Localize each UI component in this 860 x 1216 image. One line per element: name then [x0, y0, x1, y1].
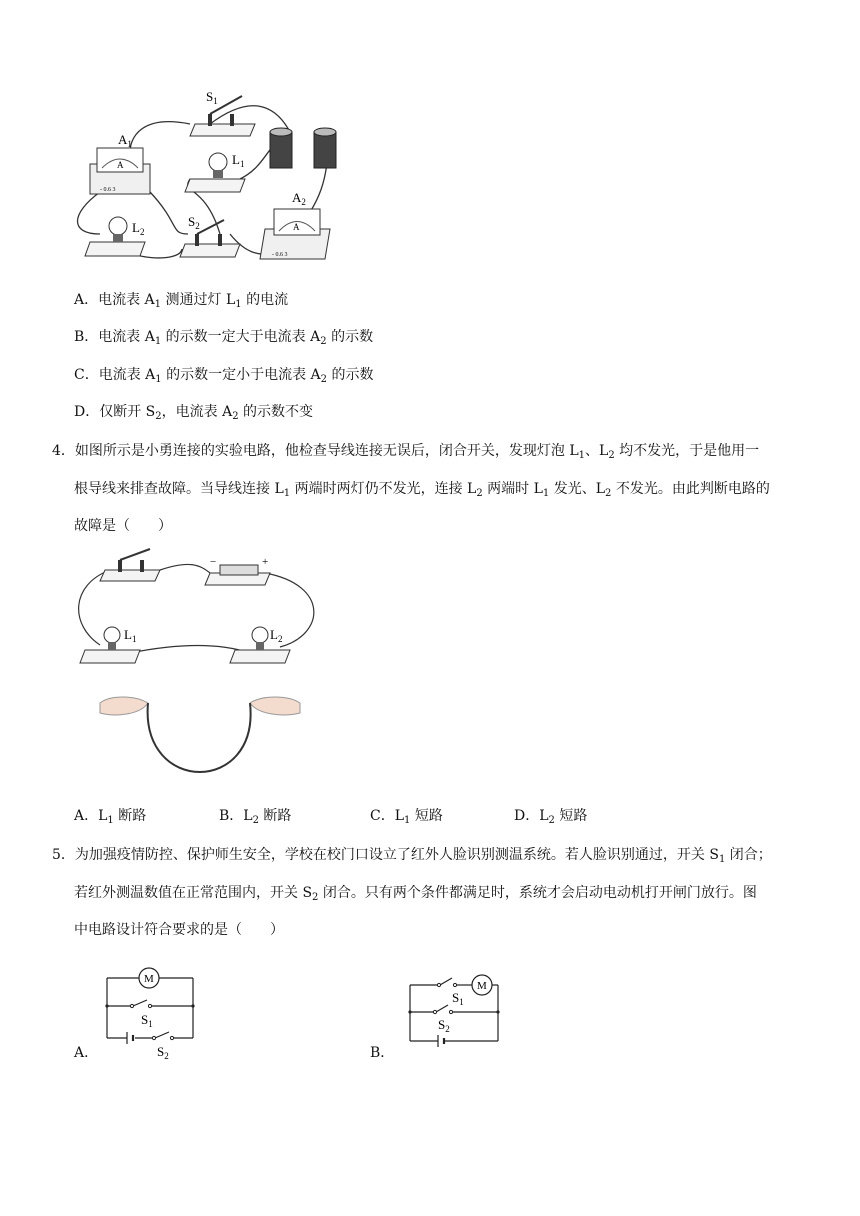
q5b-label-s1: $S_1$: [452, 990, 464, 1007]
q4-circuit-figure: [70, 545, 330, 795]
q4-options: [74, 806, 634, 826]
q5-option-b-label: B．: [370, 1045, 395, 1061]
label-s2: $S_2$: [188, 214, 200, 231]
label-l1: $L_1$: [232, 152, 245, 169]
ammeter-a2: [260, 190, 330, 259]
q4-stem-line-1: 4．如图所示是小勇连接的实验电路，他检查导线连接无误后，闭合开关，发现灯泡 $L_1$、$L_2$ 均不发光，于是他用一: [52, 443, 760, 461]
q4-stem-line-3: 故障是（ ）: [74, 518, 172, 534]
label-s1: $S_1$: [206, 89, 218, 106]
q4-option-a: A．$L_1$ 断路: [74, 808, 147, 826]
battery-pack: [270, 128, 336, 168]
q4-hands-with-wire: [100, 697, 300, 772]
lamp-l1: [185, 152, 245, 192]
q4-label-l2: $L_2$: [270, 627, 283, 644]
q4-switch: [100, 549, 160, 581]
q5-option-a-circuit: [95, 962, 205, 1062]
q3-option-a: A．电流表 $A_1$ 测通过灯 $L_1$ 的电流: [74, 292, 289, 310]
q5-stem-line-3: 中电路设计符合要求的是（ ）: [74, 922, 284, 938]
q3-option-c: C．电流表 $A_1$ 的示数一定小于电流表 $A_2$ 的示数: [74, 367, 374, 385]
svg-text:M: M: [144, 973, 154, 985]
q4-label-l1: $L_1$: [124, 627, 137, 644]
svg-text:−: −: [210, 556, 217, 568]
q4-option-b: B．$L_2$ 断路: [219, 808, 292, 826]
q5-stem-line-2: 若红外测温数值在正常范围内，开关 $S_2$ 闭合。只有两个条件都满足时，系统才会启动电动机打开闸门放行。图: [74, 885, 757, 903]
q5-option-b-circuit: [400, 965, 510, 1060]
label-a1: $A_1$: [118, 132, 132, 149]
q5-stem-line-1: 5．为加强疫情防控、保护师生安全，学校在校门口设立了红外人脸识别测温系统。若人脸识别通过，开关 $S_1$ 闭合；: [52, 847, 772, 865]
q3-circuit-figure: [60, 84, 360, 274]
ammeter-a1: [90, 132, 150, 194]
q5a-label-s1: $S_1$: [141, 1012, 153, 1029]
svg-text:- 0.6 3: - 0.6 3: [272, 252, 288, 258]
q5-option-a-label: A．: [74, 1045, 99, 1061]
q3-option-b: B．电流表 $A_1$ 的示数一定大于电流表 $A_2$ 的示数: [74, 329, 374, 347]
q4-lamp-l2: [230, 627, 290, 663]
lamp-l2: [85, 217, 145, 256]
svg-text:+: +: [262, 556, 269, 568]
q4-lamp-l1: [80, 627, 140, 663]
q4-stem-line-2: 根导线来排查故障。当导线连接 $L_1$ 两端时两灯仍不发光，连接 $L_2$ 两端时 $L_1$ 发光、$L_2$ 不发光。由此判断电路的: [74, 481, 770, 499]
q5b-label-s2: $S_2$: [438, 1017, 450, 1034]
switch-s1: [190, 89, 255, 136]
svg-text:- 0.6 3: - 0.6 3: [100, 187, 116, 193]
q4-option-c: C．$L_1$ 短路: [370, 808, 443, 826]
q5a-label-s2: $S_2$: [157, 1044, 169, 1061]
svg-text:A: A: [293, 222, 300, 232]
svg-text:M: M: [477, 980, 487, 992]
svg-text:A: A: [117, 160, 124, 170]
q4-battery: [205, 556, 270, 585]
label-l2: $L_2$: [132, 220, 145, 237]
label-a2: $A_2$: [292, 190, 306, 207]
q4-option-d: D．$L_2$ 短路: [514, 808, 588, 826]
q3-option-d: D．仅断开 $S_2$，电流表 $A_2$ 的示数不变: [74, 404, 314, 422]
